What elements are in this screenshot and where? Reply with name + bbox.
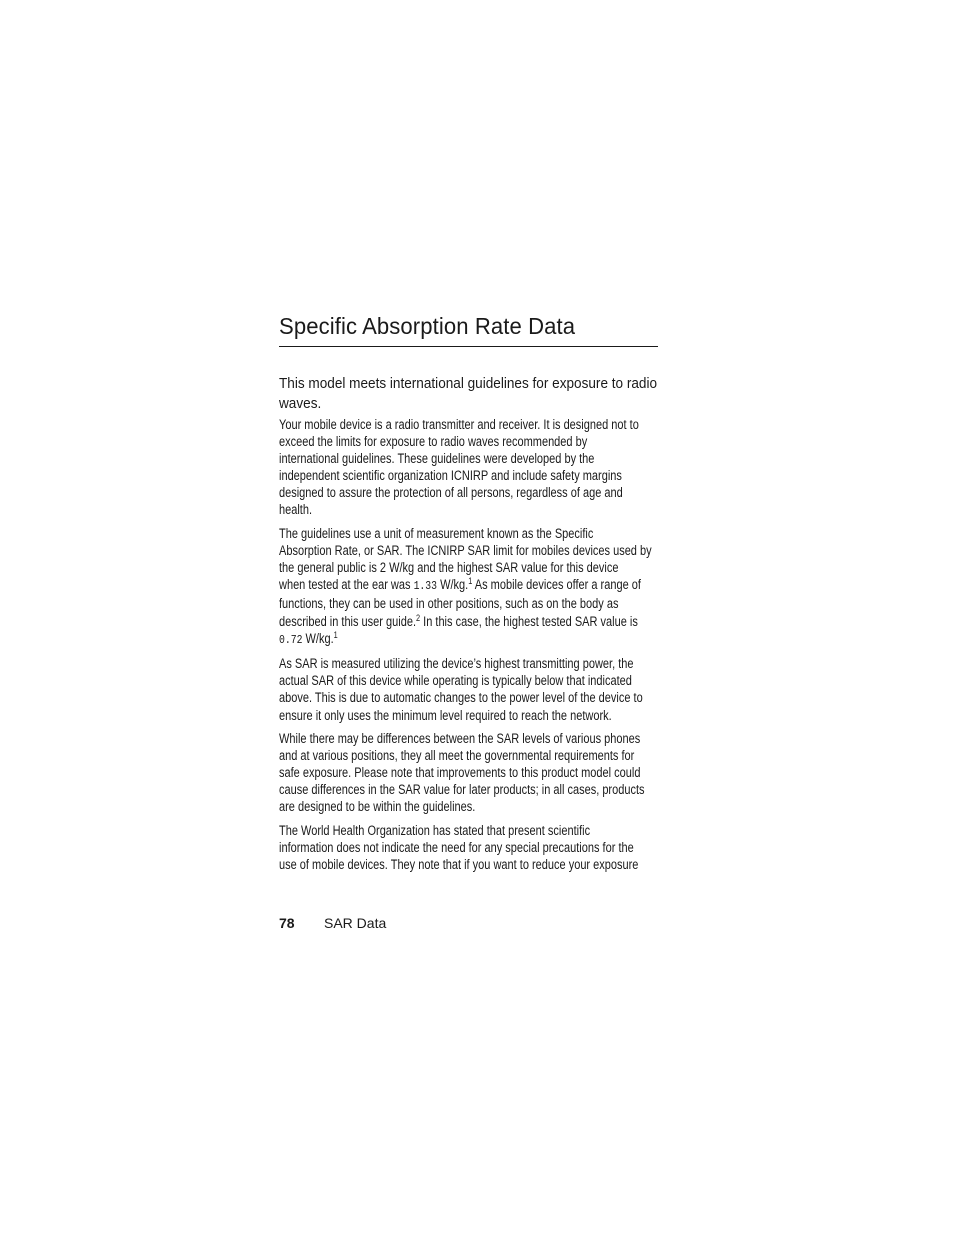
section-label: SAR Data xyxy=(324,915,387,931)
text-line: exceed the limits for exposure to radio waves recommended by xyxy=(279,434,588,450)
text-line: and at various positions, they all meet the governmental requirements for xyxy=(279,748,635,764)
text-line: health. xyxy=(279,502,313,518)
text-line: ensure it only uses the minimum level required to reach the network. xyxy=(279,707,612,723)
text-line: designed to assure the protection of all persons, regardless of age and xyxy=(279,485,623,501)
lead-statement: This model meets international guidelines for exposure to radio waves. xyxy=(279,375,658,412)
text-line: actual SAR of this device while operating is typically below that indicated xyxy=(279,673,632,689)
text-line: functions, they can be used in other positions, such as on the body as xyxy=(279,596,619,612)
paragraph-who xyxy=(279,822,660,873)
text-line: international guidelines. These guidelines were developed by the xyxy=(279,451,595,467)
text-line: cause differences in the SAR value for later products; in all cases, products xyxy=(279,782,645,798)
text-line: As SAR is measured utilizing the device’s highest transmitting power, the xyxy=(279,656,634,672)
page-footer xyxy=(279,914,386,932)
text-line: safe exposure. Please note that improvements to this product model could xyxy=(279,765,641,781)
text-line: Your mobile device is a radio transmitter and receiver. It is designed not to xyxy=(279,417,639,432)
text-line: The World Health Organization has stated that present scientific xyxy=(279,823,591,839)
text-line: 0.72 W/kg.$^1$ xyxy=(279,629,338,647)
ear-sar-value: 1.33 xyxy=(413,579,438,594)
text-line: are designed to be within the guidelines. xyxy=(279,799,476,815)
page-content xyxy=(279,310,660,873)
text-line: The guidelines use a unit of measurement known as the Specific xyxy=(279,526,594,542)
text-line: While there may be differences between the SAR levels of various phones xyxy=(279,731,641,747)
body-sar-value: 0.72 xyxy=(279,632,303,647)
footnote-ref: 1 xyxy=(468,576,473,587)
text-line: when tested at the ear was 1.33 W/kg.$^1$ As mobile devices offer a range of xyxy=(279,576,641,594)
page-number: 78 xyxy=(279,915,295,931)
text-line: described in this user guide.$^2$ In this case, the highest tested SAR value is xyxy=(279,612,638,629)
text-line: above. This is due to automatic changes to the power level of the device to xyxy=(279,690,643,706)
text-line: independent scientific organization ICNIRP and include safety margins xyxy=(279,468,622,484)
paragraph-sar-values xyxy=(279,525,660,649)
text-line: information does not indicate the need for any special precautions for the xyxy=(279,840,634,856)
paragraph-measurement xyxy=(279,655,660,723)
text-line: Absorption Rate, or SAR. The ICNIRP SAR limit for mobiles devices used by xyxy=(279,543,652,559)
paragraph-intro xyxy=(279,416,660,519)
paragraph-differences xyxy=(279,730,660,815)
text-line: the general public is 2 W/kg and the highest SAR value for this device xyxy=(279,560,619,576)
body-text xyxy=(279,416,660,873)
footnote-ref: 1 xyxy=(333,629,338,640)
text-line: use of mobile devices. They note that if you want to reduce your exposure xyxy=(279,857,639,873)
footnote-ref: 2 xyxy=(416,612,421,623)
page-title: Specific Absorption Rate Data xyxy=(279,313,576,339)
title-rule xyxy=(279,346,658,347)
